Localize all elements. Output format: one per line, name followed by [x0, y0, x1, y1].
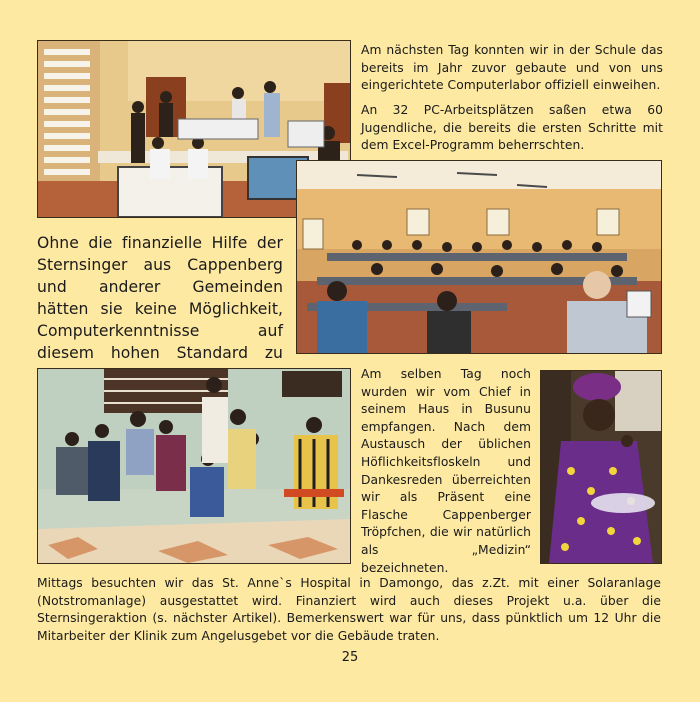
photo-woman-portrait [540, 370, 662, 564]
paragraph-pc-workstations: An 32 PC-Arbeitsplätzen saßen etwa 60 Jugendliche, die bereits die ersten Schritte mit dem Excel-Programm beherrschten. [361, 103, 663, 153]
photo-chief-group [37, 368, 351, 564]
paragraph-chief-visit: Am selben Tag noch wurden wir vom Chief in seinem Haus in Busunu empfangen. Nach dem Austausch der üblichen Höflichkeitsfloskeln und Dankesreden überreichten wir als Präsent eine Flasche Cappenberger Tröpfchen, die wir natürlich als „Medizin“ bezeichneten. [361, 367, 531, 575]
paragraph-lab-inauguration: Am nächsten Tag konnten wir in der Schule das bereits im Jahr zuvor gebaute und von uns eingerichtete Computerlabor offiziell einweihen. [361, 43, 663, 93]
photo-classroom-students [296, 160, 662, 354]
text-lab-inauguration [361, 42, 663, 95]
quote-sternsinger-support [37, 232, 283, 386]
paragraph-hospital: Mittags besuchten wir das St. Anne`s Hospital in Damongo, das z.Zt. mit einer Solaranlage (Notstromanlage) ausgestattet wird. Finanziert wird auch dieses Projekt u.a. über die Sternsingeraktion (s. nächster Artikel). Bemerkenswert war für uns, dass pünktlich um 12 Uhr die Mitarbeiter der Klinik zum Angelusgebet vor die Gebäude traten. [37, 576, 661, 643]
page-number: 25 [341, 650, 359, 665]
text-chief-visit [361, 366, 531, 577]
paragraph-quote: Ohne die finanzielle Hilfe der Sternsinger aus Cappenberg und anderer Gemeinden hätten sie keine Möglichkeit, Computerkenntnisse auf diesem hohen Standard zu [37, 234, 283, 362]
text-hospital-visit [37, 575, 661, 645]
text-pc-workstations [361, 102, 663, 155]
